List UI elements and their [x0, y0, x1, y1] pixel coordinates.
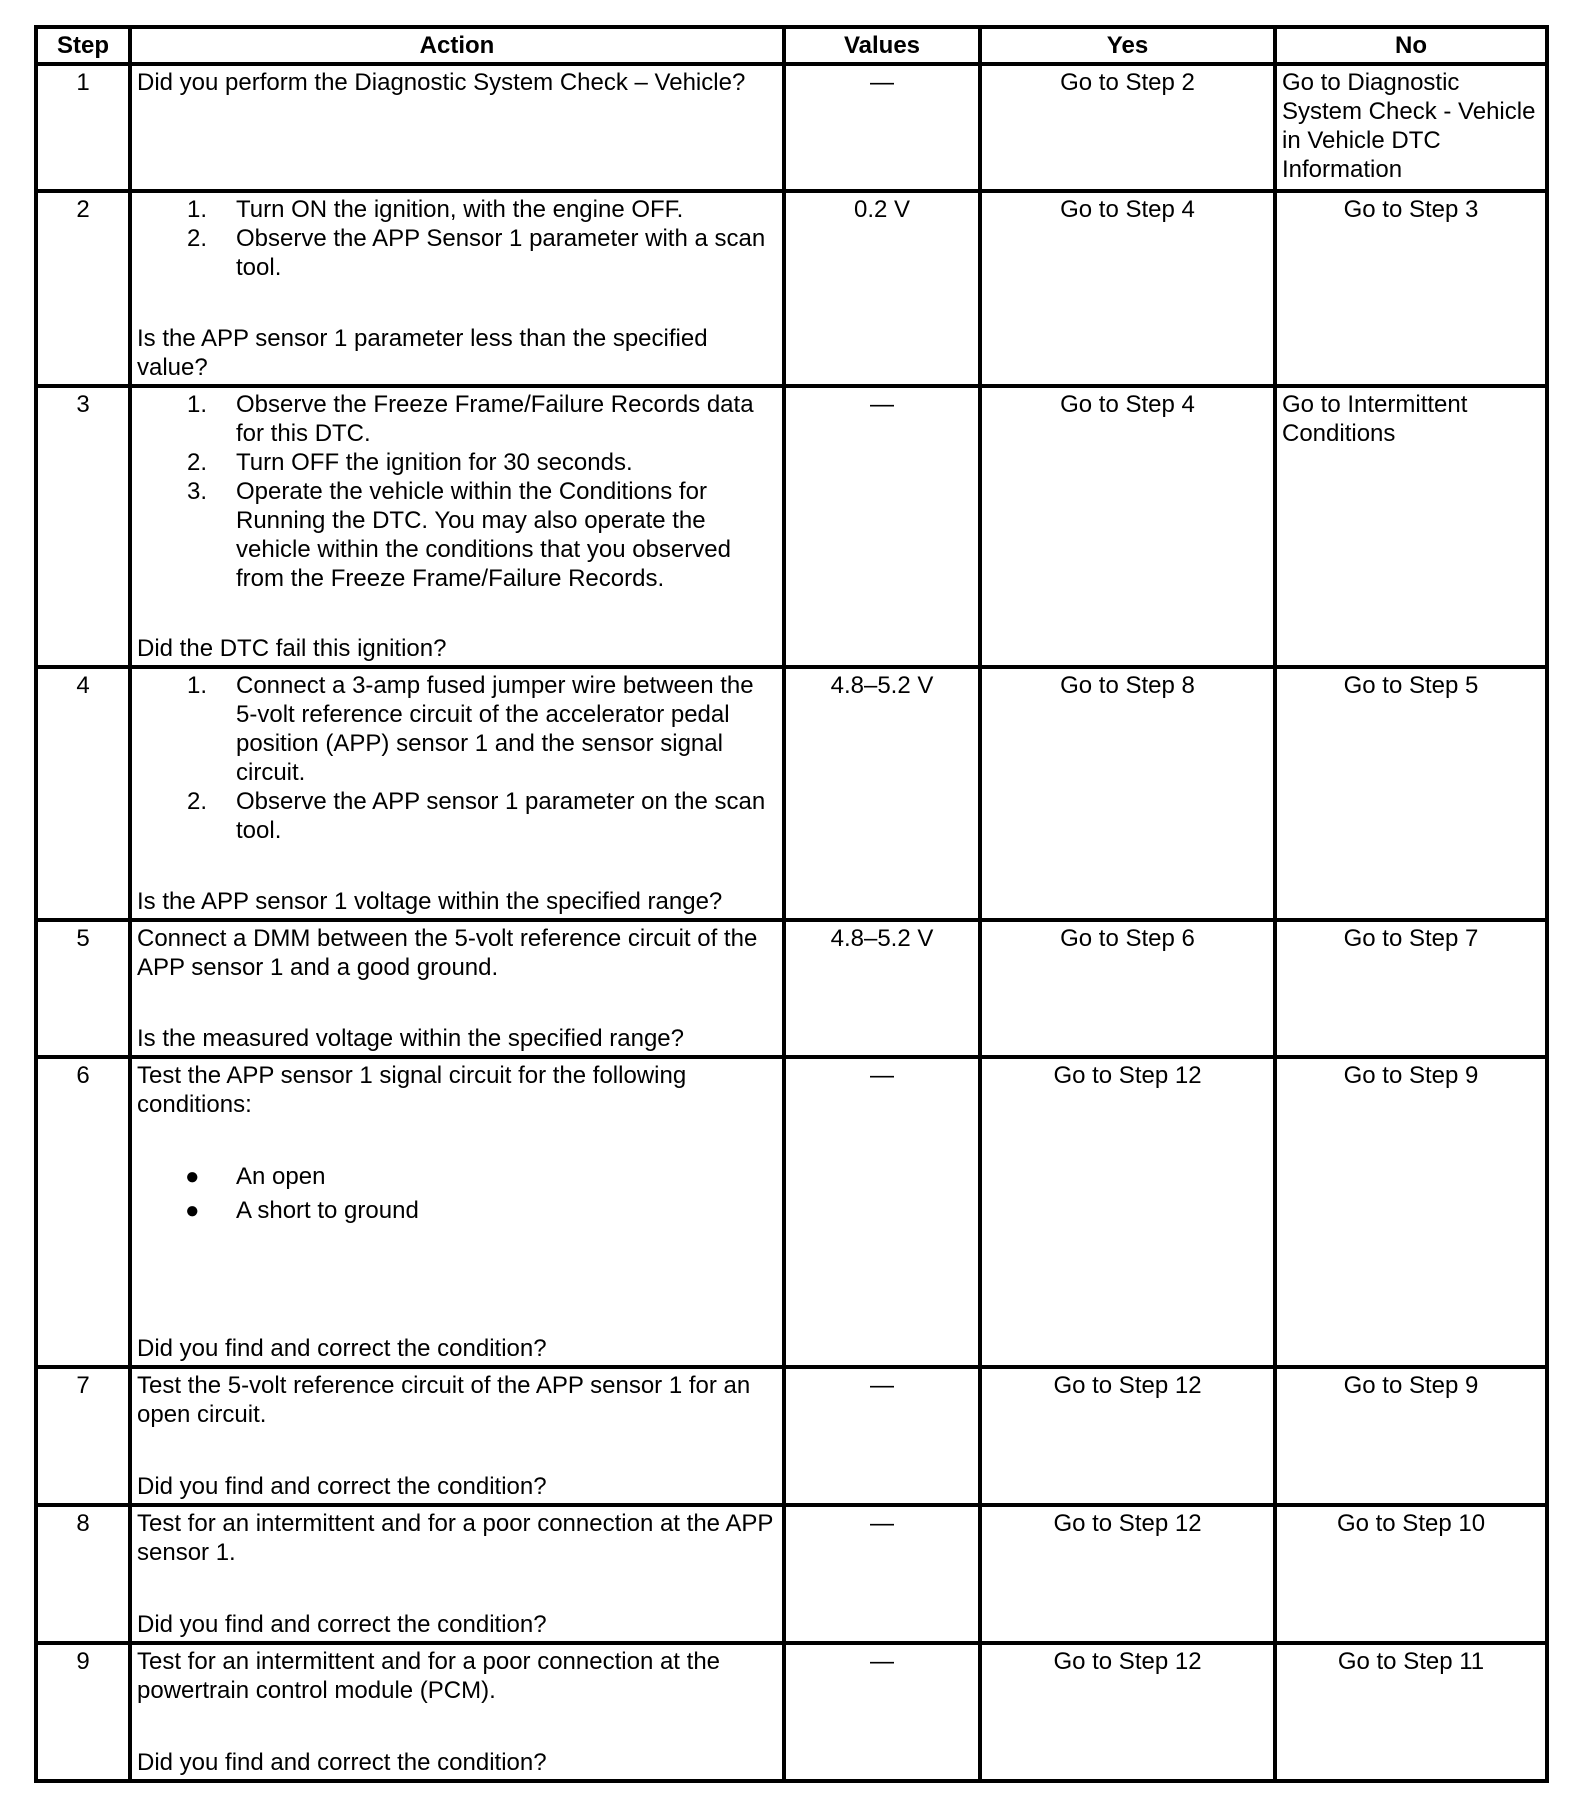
- action-text: Test for an intermittent and for a poor connection at the APP sensor 1.: [137, 1510, 773, 1566]
- action-cell: [130, 1643, 784, 1781]
- action-text: Test for an intermittent and for a poor connection at the powertrain control module (PCM).: [137, 1648, 721, 1704]
- no-cell: Go to Step 11: [1275, 1643, 1547, 1781]
- action-question: Is the APP sensor 1 voltage within the specified range?: [137, 888, 723, 915]
- yes-cell: Go to Step 12: [980, 1643, 1275, 1781]
- table-row-step-4: [36, 667, 1547, 920]
- yes-cell: Go to Step 4: [980, 386, 1275, 667]
- action-question: Did you find and correct the condition?: [137, 1473, 547, 1500]
- action-cell: [130, 191, 784, 386]
- step-item-text: Connect a 3-amp fused jumper wire between the 5-volt reference circuit of the accelerator pedal position (APP) sensor 1 and the sensor signal circuit.: [236, 672, 754, 786]
- action-step-item: [137, 477, 777, 593]
- no-cell: Go to Step 9: [1275, 1367, 1547, 1505]
- no-cell: Go to Step 3: [1275, 191, 1547, 386]
- condition-bullet-item: [137, 1162, 777, 1191]
- step-item-text: Observe the APP Sensor 1 parameter with a scan tool.: [236, 225, 766, 281]
- value-cell: —: [784, 386, 980, 667]
- action-step-item: [137, 671, 777, 787]
- bullet-text: An open: [236, 1163, 326, 1190]
- step-item-number: 1.: [187, 672, 208, 699]
- value-cell: —: [784, 64, 980, 191]
- action-question: Did the DTC fail this ignition?: [137, 635, 447, 662]
- bullet-icon: ●: [185, 1197, 200, 1224]
- action-cell: [130, 667, 784, 920]
- value-cell: 4.8–5.2 V: [784, 920, 980, 1057]
- step-item-number: 2.: [187, 788, 208, 815]
- action-step-item: [137, 390, 777, 448]
- header-action: Action: [130, 27, 784, 64]
- action-step-item: [137, 448, 777, 477]
- action-cell: [130, 920, 784, 1057]
- step-item-text: Operate the vehicle within the Conditions for Running the DTC. You may also operate the vehicle within the conditions that you observed from the Freeze Frame/Failure Records.: [236, 478, 731, 592]
- action-text: Did you perform the Diagnostic System Check – Vehicle?: [137, 69, 746, 96]
- yes-cell: Go to Step 12: [980, 1505, 1275, 1643]
- action-steps-list: [137, 671, 777, 845]
- table-row-step-5: [36, 920, 1547, 1057]
- value-cell: 4.8–5.2 V: [784, 667, 980, 920]
- action-question: Is the APP sensor 1 parameter less than the specified value?: [137, 325, 708, 381]
- action-text: Test the 5-volt reference circuit of the APP sensor 1 for an open circuit.: [137, 1372, 751, 1428]
- value-cell: —: [784, 1367, 980, 1505]
- value-cell: —: [784, 1643, 980, 1781]
- table-row-step-9: [36, 1643, 1547, 1781]
- action-cell: [130, 64, 784, 191]
- no-cell: Go to Intermittent Conditions: [1275, 386, 1547, 667]
- yes-cell: Go to Step 12: [980, 1057, 1275, 1367]
- action-question: Did you find and correct the condition?: [137, 1611, 547, 1638]
- value-cell: —: [784, 1057, 980, 1367]
- step-item-number: 2.: [187, 449, 208, 476]
- action-step-item: [137, 787, 777, 845]
- no-cell: Go to Step 7: [1275, 920, 1547, 1057]
- action-cell: [130, 386, 784, 667]
- step-number: 2: [36, 191, 130, 386]
- no-cell: Go to Step 5: [1275, 667, 1547, 920]
- step-number: 5: [36, 920, 130, 1057]
- yes-cell: Go to Step 8: [980, 667, 1275, 920]
- header-no: No: [1275, 27, 1547, 64]
- bullet-icon: ●: [185, 1163, 200, 1190]
- action-text: Connect a DMM between the 5-volt reference circuit of the APP sensor 1 and a good ground.: [137, 925, 758, 981]
- action-steps-list: [137, 390, 777, 593]
- step-number: 8: [36, 1505, 130, 1643]
- action-steps-list: [137, 195, 777, 282]
- step-item-text: Turn ON the ignition, with the engine OFF.: [236, 196, 684, 223]
- diagnostic-table-container: [34, 25, 1549, 1783]
- table-row-step-1: [36, 64, 1547, 191]
- action-question: Is the measured voltage within the specified range?: [137, 1025, 684, 1052]
- action-step-item: [137, 195, 777, 224]
- value-cell: 0.2 V: [784, 191, 980, 386]
- condition-bullet-item: [137, 1196, 777, 1225]
- yes-cell: Go to Step 4: [980, 191, 1275, 386]
- table-row-step-2: [36, 191, 1547, 386]
- no-cell: Go to Step 10: [1275, 1505, 1547, 1643]
- bullet-text: A short to ground: [236, 1197, 419, 1224]
- table-row-step-8: [36, 1505, 1547, 1643]
- header-step: Step: [36, 27, 130, 64]
- step-number: 1: [36, 64, 130, 191]
- diagnostic-table: [34, 25, 1549, 1783]
- action-cell: [130, 1057, 784, 1367]
- step-item-text: Observe the Freeze Frame/Failure Records data for this DTC.: [236, 391, 754, 447]
- step-number: 3: [36, 386, 130, 667]
- table-row-step-6: [36, 1057, 1547, 1367]
- step-number: 9: [36, 1643, 130, 1781]
- table-row-step-3: [36, 386, 1547, 667]
- step-item-number: 1.: [187, 391, 208, 418]
- step-number: 6: [36, 1057, 130, 1367]
- header-values: Values: [784, 27, 980, 64]
- step-item-number: 2.: [187, 225, 208, 252]
- action-cell: [130, 1505, 784, 1643]
- step-number: 7: [36, 1367, 130, 1505]
- step-item-number: 3.: [187, 478, 208, 505]
- action-step-item: [137, 224, 777, 282]
- action-question: Did you find and correct the condition?: [137, 1749, 547, 1776]
- table-row-step-7: [36, 1367, 1547, 1505]
- step-item-text: Turn OFF the ignition for 30 seconds.: [236, 449, 633, 476]
- action-text: Test the APP sensor 1 signal circuit for the following conditions:: [137, 1062, 687, 1118]
- step-item-text: Observe the APP sensor 1 parameter on the scan tool.: [236, 788, 766, 844]
- no-cell: Go to Step 9: [1275, 1057, 1547, 1367]
- step-number: 4: [36, 667, 130, 920]
- yes-cell: Go to Step 6: [980, 920, 1275, 1057]
- step-item-number: 1.: [187, 196, 208, 223]
- condition-bullet-list: [137, 1162, 777, 1225]
- yes-cell: Go to Step 2: [980, 64, 1275, 191]
- action-cell: [130, 1367, 784, 1505]
- table-header-row: [36, 27, 1547, 64]
- header-yes: Yes: [980, 27, 1275, 64]
- no-cell: Go to Diagnostic System Check - Vehicle in Vehicle DTC Information: [1275, 64, 1547, 191]
- value-cell: —: [784, 1505, 980, 1643]
- action-question: Did you find and correct the condition?: [137, 1335, 547, 1362]
- yes-cell: Go to Step 12: [980, 1367, 1275, 1505]
